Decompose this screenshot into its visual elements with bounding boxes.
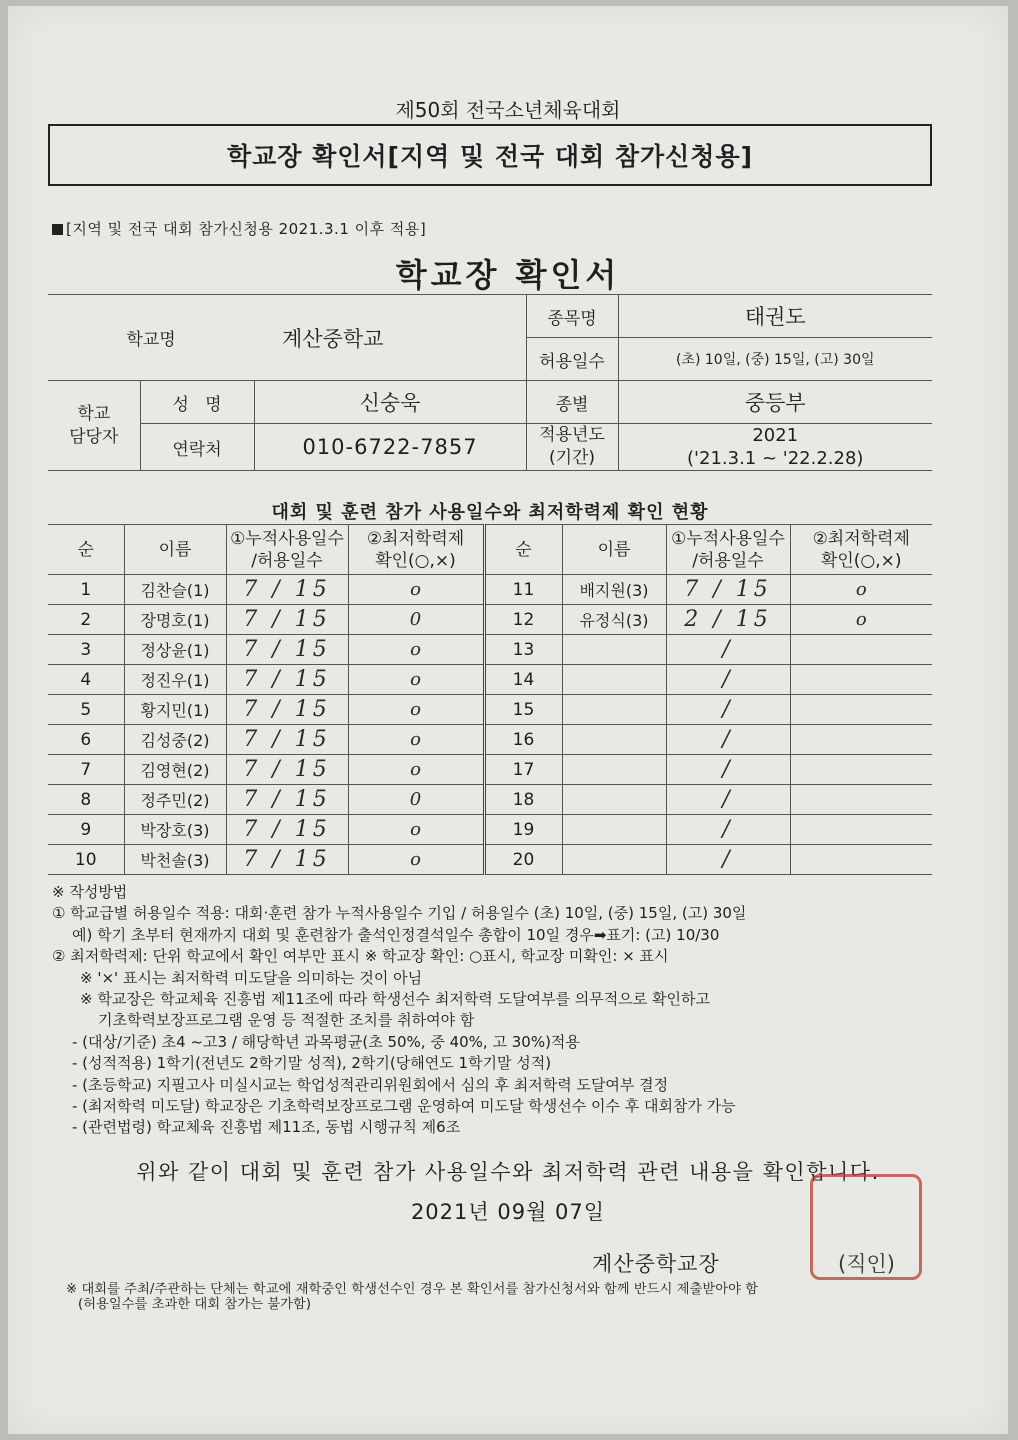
days-used-cell [666, 845, 790, 875]
instruction-line: - (성적적용) 1학기(전년도 2학기말 성적), 2학기(당해연도 1학기말 성적) [72, 1054, 552, 1073]
row-number: 17 [512, 759, 535, 780]
sport-label: 종목명 [526, 295, 618, 338]
table-row [48, 695, 932, 725]
days-used: / [722, 697, 734, 722]
applicability-note-text: [지역 및 전국 대회 참가신청용 2021.3.1 이후 적용] [66, 220, 427, 238]
row-number-cell [484, 785, 562, 815]
days-used: / [722, 847, 734, 872]
manager-label [48, 381, 140, 471]
academic-check: o [410, 579, 421, 600]
seal-label: (직인) [838, 1252, 895, 1276]
row-number: 16 [512, 729, 535, 750]
allowed-days-value: (초) 10일, (중) 15일, (고) 30일 [618, 338, 932, 381]
header-days-line2: /허용일수 [251, 550, 323, 571]
allowed-days-label: 허용일수 [526, 338, 618, 381]
athlete-name-cell [124, 815, 226, 845]
square-bullet-icon [52, 224, 63, 235]
header-no-right: 순 [484, 525, 562, 575]
instruction-line: - (관련법령) 학교체육 진흥법 제11조, 동법 시행규칙 제6조 [72, 1118, 461, 1137]
academic-check-cell [790, 575, 932, 605]
row-number-cell [48, 575, 124, 605]
instruction-line: ※ 작성방법 [52, 883, 128, 901]
days-used: 7 / 15 [243, 697, 331, 722]
days-used: / [722, 637, 734, 662]
athlete-name-cell [562, 695, 666, 725]
days-used-cell [226, 635, 348, 665]
row-number: 6 [80, 729, 92, 750]
days-used: 7 / 15 [243, 577, 331, 602]
athlete-name-cell [124, 575, 226, 605]
academic-check-cell [348, 665, 484, 695]
row-number-cell [484, 695, 562, 725]
manager-label-line2: 담당자 [69, 426, 119, 447]
footer-line-1: ※ 대회를 주최/주관하는 단체는 학교에 재학중인 학생선수인 경우 본 확인서를 참가신청서와 함께 반드시 제출받아야 함 [66, 1282, 759, 1297]
athlete-name-cell [124, 605, 226, 635]
row-number-cell [484, 725, 562, 755]
row-number: 5 [80, 699, 92, 720]
header-days [226, 525, 348, 575]
days-used: / [722, 817, 734, 842]
athlete-name: 배지원(3) [579, 581, 649, 600]
academic-check-cell [790, 605, 932, 635]
academic-check-cell [348, 575, 484, 605]
days-used: 7 / 15 [243, 847, 331, 872]
row-number: 2 [80, 609, 92, 630]
athlete-name-cell [124, 785, 226, 815]
row-number: 1 [80, 579, 92, 600]
academic-check-cell [790, 755, 932, 785]
footer-note [66, 1282, 758, 1312]
days-used: 7 / 15 [243, 667, 331, 692]
row-number-cell [48, 755, 124, 785]
athlete-name-cell [562, 815, 666, 845]
academic-check: o [410, 819, 421, 840]
row-number-cell [48, 815, 124, 845]
period-label [526, 424, 618, 471]
athlete-name: 정상윤(1) [140, 641, 210, 660]
athlete-name: 김성중(2) [140, 731, 210, 750]
applicability-note [52, 218, 426, 239]
table-row [48, 815, 932, 845]
academic-check-cell [790, 665, 932, 695]
days-used-cell [666, 635, 790, 665]
academic-check-cell [790, 695, 932, 725]
division-label: 종별 [526, 381, 618, 424]
row-number-cell [484, 605, 562, 635]
table-row [48, 605, 932, 635]
footer-line-2: (허용일수를 초과한 대회 참가는 불가함) [78, 1297, 312, 1312]
academic-check: o [410, 669, 421, 690]
row-number: 4 [80, 669, 92, 690]
header-academic-right [790, 525, 932, 575]
academic-check-cell [348, 635, 484, 665]
days-used-cell [666, 725, 790, 755]
event-caption: 제50회 전국소년체육대회 [395, 98, 621, 122]
row-number: 8 [80, 789, 92, 810]
academic-check-cell [790, 845, 932, 875]
athlete-name: 정주민(2) [140, 791, 210, 810]
row-number-cell [48, 725, 124, 755]
athlete-name-cell [124, 635, 226, 665]
instruction-line: 예) 학기 초부터 현재까지 대회 및 훈련참가 출석인정결석일수 총합이 10일 경우➡표기: (고) 10/30 [72, 925, 720, 944]
header-name: 이름 [124, 525, 226, 575]
document-box-title: 학교장 확인서[지역 및 전국 대회 참가신청용] [48, 124, 932, 186]
table-row [48, 575, 932, 605]
days-used-cell [226, 605, 348, 635]
row-number-cell [48, 845, 124, 875]
athlete-name-cell [562, 605, 666, 635]
academic-check-cell [348, 755, 484, 785]
row-number: 14 [512, 669, 535, 690]
row-number-cell [48, 785, 124, 815]
days-used: 7 / 15 [243, 787, 331, 812]
days-used-cell [666, 695, 790, 725]
instruction-line: ※ 학교장은 학교체육 진흥법 제11조에 따라 학생선수 최저학력 도달여부를 의무적으로 확인하고 [80, 990, 710, 1009]
header-days-line1: ①누적사용일수 [230, 528, 344, 549]
athlete-name: 장명호(1) [140, 611, 210, 630]
period-label-line1: 적용년도 [539, 425, 605, 445]
academic-check-cell [348, 785, 484, 815]
period-label-line2: (기간) [548, 448, 596, 468]
header-no: 순 [48, 525, 124, 575]
row-number: 13 [512, 639, 535, 660]
table-row [48, 785, 932, 815]
athlete-name-cell [562, 635, 666, 665]
athlete-name-cell [562, 845, 666, 875]
row-number-cell [48, 695, 124, 725]
days-used-cell [666, 785, 790, 815]
instruction-line: - (대상/기준) 초4 ~고3 / 해당학년 과목평균(초 50%, 중 40%, 고 30%)적용 [72, 1032, 580, 1051]
school-name-value: 계산중학교 [254, 295, 526, 381]
academic-check-cell [348, 695, 484, 725]
instruction-line: - (최저학력 미도달) 학교장은 기초학력보장프로그램 운영하여 미도달 학생선수 이수 후 대회참가 가능 [72, 1097, 736, 1116]
days-used-cell [226, 815, 348, 845]
academic-check: o [410, 849, 421, 870]
sport-value: 태권도 [618, 295, 932, 338]
confirmation-statement: 위와 같이 대회 및 훈련 참가 사용일수와 최저학력 관련 내용을 확인합니다. [136, 1160, 880, 1184]
athlete-name-cell [124, 755, 226, 785]
header-academic [348, 525, 484, 575]
issue-date: 2021년 09월 07일 [410, 1200, 606, 1224]
instruction-line: ① 학교급별 허용일수 적용: 대회·훈련 참가 누적사용일수 기입 / 허용일수 (초) 10일, (중) 15일, (고) 30일 [52, 904, 747, 923]
athlete-name: 김찬슬(1) [140, 581, 210, 600]
instruction-line: ② 최저학력제: 단위 학교에서 확인 여부만 표시 ※ 학교장 확인: ○표시, 학교장 미확인: × 표시 [52, 947, 669, 966]
days-used: / [722, 727, 734, 752]
row-number: 7 [80, 759, 92, 780]
roster-header-row [48, 525, 932, 575]
days-used: 7 / 15 [243, 817, 331, 842]
days-used: 7 / 15 [684, 577, 772, 602]
academic-check: o [855, 609, 867, 630]
header-academic-line2: 확인(○,×) [375, 550, 456, 571]
academic-check: o [410, 639, 421, 660]
row-number: 15 [512, 699, 535, 720]
days-used: / [722, 787, 734, 812]
academic-check: 0 [409, 609, 422, 630]
section-title: 대회 및 훈련 참가 사용일수와 최저학력제 확인 현황 [271, 502, 709, 523]
days-used: 7 / 15 [243, 607, 331, 632]
academic-check-cell [790, 725, 932, 755]
manager-name-label: 성 명 [140, 381, 254, 424]
header-days-right-line2: /허용일수 [692, 550, 764, 571]
roster-body [48, 575, 932, 875]
division-value: 중등부 [618, 381, 932, 424]
academic-check: o [410, 759, 421, 780]
academic-check-cell [348, 605, 484, 635]
academic-check-cell [348, 815, 484, 845]
academic-check: o [410, 729, 421, 750]
period-range: ('21.3.1 ~ '22.2.28) [687, 448, 864, 469]
period-value [618, 424, 932, 471]
days-used-cell [226, 575, 348, 605]
days-used-cell [226, 785, 348, 815]
header-name-right: 이름 [562, 525, 666, 575]
academic-check-cell [790, 785, 932, 815]
days-used-cell [226, 755, 348, 785]
page-title: 학교장 확인서 [395, 256, 621, 294]
athlete-name-cell [562, 755, 666, 785]
document-page [8, 6, 1008, 1434]
row-number-cell [484, 755, 562, 785]
school-name-label: 학교명 [48, 295, 254, 381]
manager-name-value: 신숭욱 [254, 381, 526, 424]
instruction-line: ※ '×' 표시는 최저학력 미도달을 의미하는 것이 아님 [80, 968, 423, 987]
table-row [48, 665, 932, 695]
athlete-name: 박장호(3) [140, 821, 210, 840]
period-year: 2021 [752, 425, 799, 446]
table-row [48, 755, 932, 785]
days-used-cell [226, 665, 348, 695]
days-used-cell [666, 605, 790, 635]
row-number: 11 [512, 579, 535, 600]
academic-check-cell [348, 725, 484, 755]
days-used: 2 / 15 [684, 607, 772, 632]
header-academic-right-line1: ②최저학력제 [812, 528, 910, 549]
row-number-cell [48, 605, 124, 635]
academic-check-cell [790, 815, 932, 845]
writing-instructions [52, 882, 932, 1139]
instruction-line: 기초학력보장프로그램 운영 등 적절한 조치를 취하여야 함 [98, 1011, 475, 1030]
table-row [48, 635, 932, 665]
row-number: 12 [512, 609, 535, 630]
row-number-cell [484, 575, 562, 605]
contact-label: 연락처 [140, 424, 254, 471]
table-row [48, 845, 932, 875]
principal-signature: 계산중학교장 [592, 1252, 720, 1276]
instruction-line: - (초등학교) 지필고사 미실시교는 학업성적관리위원회에서 심의 후 최저학력 도달여부 결정 [72, 1075, 669, 1094]
days-used: 7 / 15 [243, 637, 331, 662]
days-used-cell [666, 665, 790, 695]
school-info-table [48, 294, 932, 471]
academic-check-cell [790, 635, 932, 665]
days-used: / [722, 757, 734, 782]
header-days-right-line1: ①누적사용일수 [671, 528, 785, 549]
days-used-cell [226, 695, 348, 725]
manager-label-line1: 학교 [77, 403, 111, 424]
days-used-cell [666, 575, 790, 605]
athlete-name-cell [562, 785, 666, 815]
athlete-name-cell [562, 665, 666, 695]
athlete-name-cell [124, 725, 226, 755]
athlete-name: 박천솔(3) [140, 851, 210, 870]
row-number-cell [48, 635, 124, 665]
contact-value: 010-6722-7857 [254, 424, 526, 471]
row-number: 18 [512, 789, 535, 810]
row-number: 20 [512, 849, 535, 870]
table-row [48, 725, 932, 755]
row-number: 9 [80, 819, 92, 840]
days-used: 7 / 15 [243, 727, 331, 752]
row-number-cell [484, 815, 562, 845]
days-used-cell [666, 815, 790, 845]
row-number-cell [48, 665, 124, 695]
header-days-right [666, 525, 790, 575]
days-used-cell [226, 725, 348, 755]
athlete-name-cell [562, 575, 666, 605]
header-academic-right-line2: 확인(○,×) [820, 550, 902, 571]
academic-check: o [410, 699, 421, 720]
academic-check-cell [348, 845, 484, 875]
row-number: 3 [80, 639, 92, 660]
row-number-cell [484, 845, 562, 875]
athlete-name: 김영현(2) [140, 761, 210, 780]
header-academic-line1: ②최저학력제 [366, 528, 465, 549]
athlete-name: 정진우(1) [140, 671, 210, 690]
days-used-cell [666, 755, 790, 785]
days-used-cell [226, 845, 348, 875]
academic-check: o [855, 579, 867, 600]
days-used: / [722, 667, 734, 692]
athlete-name-cell [562, 725, 666, 755]
row-number-cell [484, 635, 562, 665]
athlete-name: 유정식(3) [579, 611, 649, 630]
athlete-name-cell [124, 845, 226, 875]
row-number-cell [484, 665, 562, 695]
row-number: 10 [74, 849, 97, 870]
athlete-roster-table [48, 524, 932, 875]
athlete-name: 황지민(1) [140, 701, 210, 720]
athlete-name-cell [124, 695, 226, 725]
academic-check: 0 [409, 789, 422, 810]
athlete-name-cell [124, 665, 226, 695]
row-number: 19 [512, 819, 535, 840]
days-used: 7 / 15 [243, 757, 331, 782]
